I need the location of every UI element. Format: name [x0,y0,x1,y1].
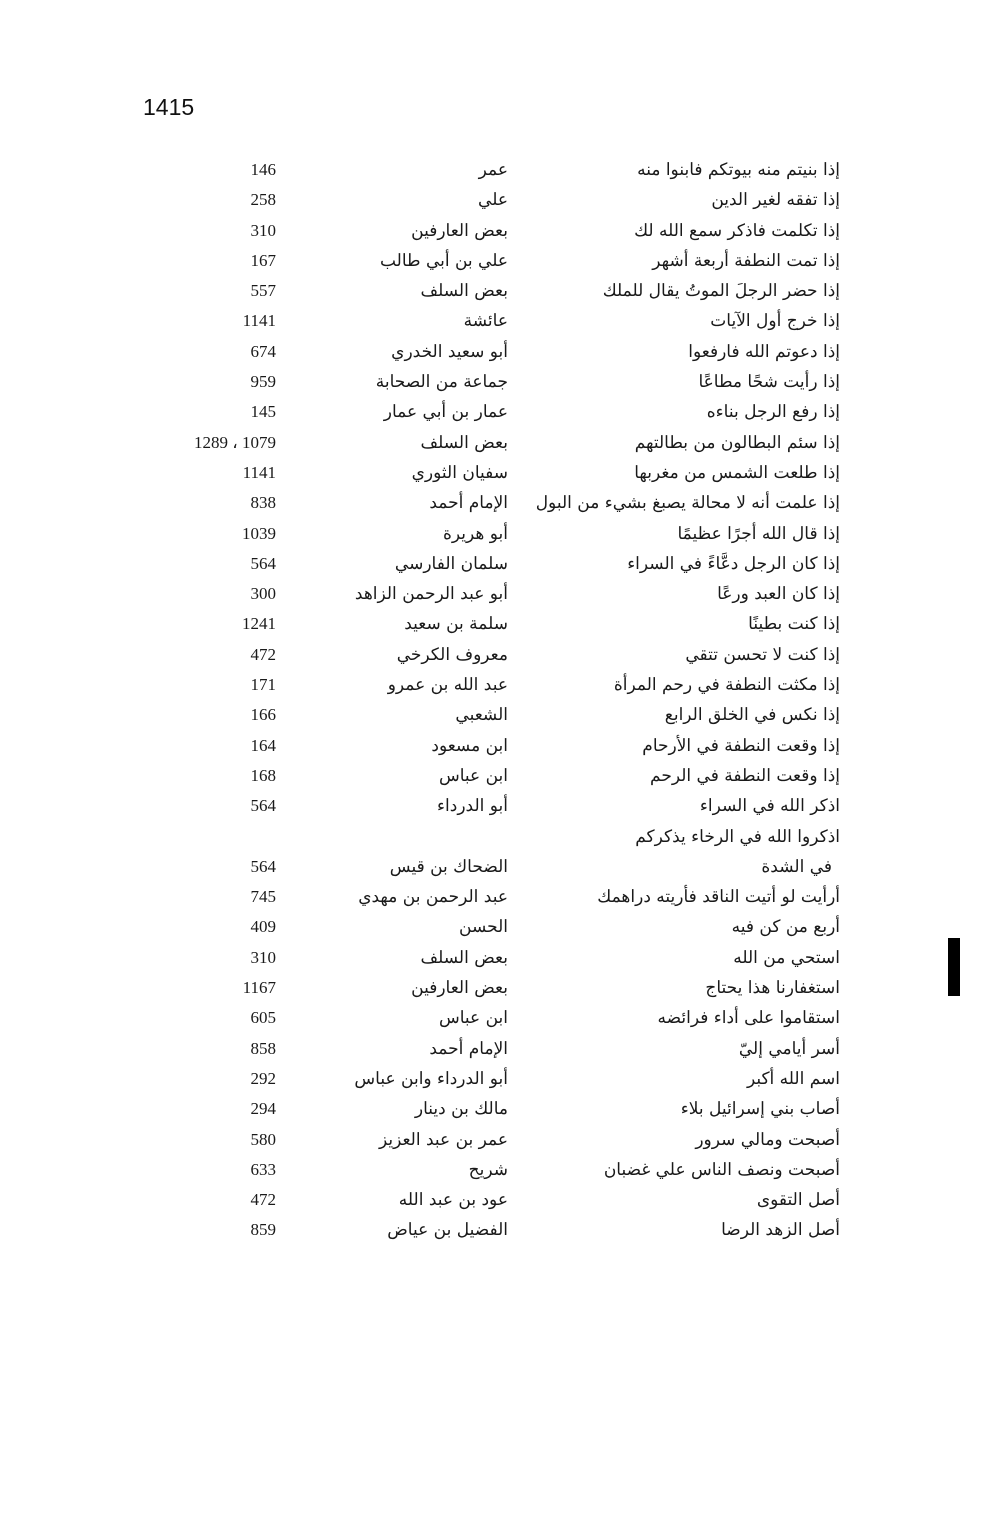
index-phrase: إذا سئم البطالون من بطالتهم [634,432,840,453]
index-source: الإمام أحمد [429,493,508,514]
index-phrase: إذا مكثت النطفة في رحم المرأة [613,675,840,696]
index-pages: 564 [250,553,276,573]
index-pages: 310 [250,220,276,240]
index-source: عمر بن عبد العزيز [378,1129,508,1150]
index-source: ابن عباس [438,765,508,786]
index-phrase: أصل الزهد الرضا [721,1220,840,1241]
index-source: الإمام أحمد [429,1038,508,1059]
index-phrase: اذكر الله في السراء [699,796,840,817]
index-source: بعض السلف [420,947,508,968]
index-phrase [635,822,840,883]
index-pages: 1167 [242,978,276,998]
thumb-index-mark [948,938,960,996]
index-row [0,367,986,397]
index-phrase: إذا وقعت النطفة في الأرحام [642,735,840,756]
index-pages: 292 [250,1068,276,1088]
index-pages: 258 [250,190,276,210]
index-phrase: استحي من الله [733,947,840,968]
index-phrase: إذا خرج أول الآيات [710,311,840,332]
index-phrase: إذا وقعت النطفة في الرحم [650,765,840,786]
index-source: عود بن عبد الله [398,1190,508,1211]
index-phrase: استقاموا على أداء فرائضه [657,1008,840,1029]
index-table [0,155,986,1246]
index-source: عبد الرحمن بن مهدي [358,887,508,908]
index-row [0,397,986,427]
index-pages: 1039 [242,523,276,543]
index-phrase: إذا تفقه لغير الدين [711,190,840,211]
index-pages: 859 [250,1220,276,1240]
index-phrase: إذا تكلمت فاذكر سمع الله لك [634,220,840,241]
index-pages: 472 [250,1190,276,1210]
index-row [0,185,986,215]
index-row [0,579,986,609]
index-row [0,700,986,730]
index-phrase: أصبحت ومالي سرور [695,1129,840,1150]
index-phrase: إذا طلعت الشمس من مغربها [634,462,840,483]
index-phrase: استغفارنا هذا يحتاج [705,978,840,999]
index-pages: 674 [250,341,276,361]
index-row [0,458,986,488]
index-phrase: إذا قال الله أجرًا عظيمًا [677,523,840,544]
index-source: أبو الدرداء [437,796,508,817]
index-pages: 1141 [242,311,276,331]
index-phrase: إذا دعوتم الله فارفعوا [688,341,840,362]
index-pages: 580 [250,1129,276,1149]
index-pages: 168 [250,765,276,785]
index-source: جماعة من الصحابة [375,372,508,393]
index-phrase: إذا كنت لا تحسن تتقي [685,644,840,665]
index-phrase: أربع من كن فيه [731,917,840,938]
index-phrase: إذا رأيت شحًا مطاعًا [698,372,840,393]
index-source: سلمان الفارسي [394,553,508,574]
index-source: الحسن [459,917,508,938]
index-source: معروف الكرخي [396,644,508,665]
index-source: مالك بن دينار [414,1099,508,1120]
index-phrase: أسر أيامي إليّ [738,1038,840,1059]
index-pages: 167 [250,250,276,270]
index-row [0,428,986,458]
index-phrase: إذا حضر الرجلَ الموتُ يقال للملك [602,281,840,302]
index-source: عمر [478,160,508,180]
index-source: بعض السلف [420,281,508,302]
index-pages: 145 [250,402,276,422]
index-row [0,246,986,276]
index-pages: 1241 [242,614,276,634]
index-phrase: أرأيت لو أتيت الناقد فأريته دراهمك [597,887,840,908]
index-pages: 472 [250,644,276,664]
index-source: أبو عبد الرحمن الزاهد [354,584,508,605]
index-row [0,791,986,821]
index-source: أبو هريرة [442,523,508,544]
index-source: بعض العارفين [411,978,508,999]
index-phrase: أصبحت ونصف الناس علي غضبان [603,1159,840,1180]
index-source: الفضيل بن عياض [387,1220,508,1241]
index-source: شريح [468,1159,508,1180]
index-row [0,609,986,639]
index-source: ابن عباس [438,1008,508,1029]
index-source: أبو سعيد الخدري [391,341,508,362]
index-phrase: أصل التقوى [756,1190,840,1211]
index-row [0,1003,986,1033]
index-row [0,216,986,246]
index-source: بعض العارفين [411,220,508,241]
index-phrase: إذا كان العبد ورعًا [717,584,840,605]
index-row [0,731,986,761]
index-pages: 146 [250,160,276,179]
index-row [0,1094,986,1124]
index-phrase: إذا كان الرجل دعَّاءً في السراء [627,553,840,574]
index-source: علي بن أبي طالب [379,250,508,271]
index-phrase: إذا علمت أنه لا محالة يصبغ بشيء من البول [535,493,840,514]
index-row [0,1064,986,1094]
index-phrase-line: اذكروا الله في الرخاء يذكركم [635,826,840,847]
index-row [0,640,986,670]
index-pages: 959 [250,372,276,392]
index-pages: 564 [250,796,276,816]
index-pages: 294 [250,1099,276,1119]
index-row [0,155,986,185]
index-source: أبو الدرداء وابن عباس [354,1068,508,1089]
index-row [0,519,986,549]
index-pages: 1141 [242,462,276,482]
index-source: ابن مسعود [431,735,508,756]
index-pages: 838 [250,493,276,513]
index-pages: 564 [250,856,276,876]
index-phrase: إذا نكس في الخلق الرابع [664,705,840,726]
index-pages: 166 [250,705,276,725]
index-row [0,882,986,912]
index-phrase: إذا كنت بطينًا [748,614,840,635]
index-row [0,1155,986,1185]
index-source: عمار بن أبي عمار [383,402,508,423]
index-row [0,488,986,518]
index-pages: 745 [250,887,276,907]
index-row [0,337,986,367]
index-row [0,1125,986,1155]
index-row [0,276,986,306]
index-phrase: أصاب بني إسرائيل بلاء [680,1099,840,1120]
index-pages: 300 [250,584,276,604]
index-phrase: اسم الله أكبر [746,1068,840,1089]
index-row [0,943,986,973]
index-pages: 310 [250,947,276,967]
index-pages: 605 [250,1008,276,1028]
index-source: بعض السلف [420,432,508,453]
index-phrase: إذا بنيتم منه بيوتكم فابنوا منه [637,160,840,180]
index-pages: 164 [250,735,276,755]
index-row [0,1185,986,1215]
page-number: 1415 [143,94,195,120]
index-pages: 409 [250,917,276,937]
index-phrase: إذا تمت النطفة أربعة أشهر [652,250,840,271]
index-source: سلمة بن سعيد [404,614,508,635]
index-source: عائشة [463,311,508,332]
index-source: الشعبي [455,705,508,726]
index-pages: 171 [250,675,276,695]
index-row [0,973,986,1003]
index-row [0,822,986,883]
index-row [0,761,986,791]
index-pages: 1079 ، 1289 [194,432,276,452]
index-row [0,912,986,942]
index-pages: 633 [250,1159,276,1179]
index-row [0,549,986,579]
index-source: سفيان الثوري [411,462,508,483]
index-phrase-continuation: في الشدة [761,856,832,877]
index-pages: 858 [250,1038,276,1058]
index-source: عبد الله بن عمرو [387,675,508,696]
index-pages: 557 [250,281,276,301]
index-phrase: إذا رفع الرجل بناءه [706,402,840,423]
index-row [0,1215,986,1245]
index-row [0,1034,986,1064]
index-source: الضحاك بن قيس [389,856,508,877]
index-row [0,670,986,700]
index-source: علي [478,190,508,211]
index-row [0,306,986,336]
